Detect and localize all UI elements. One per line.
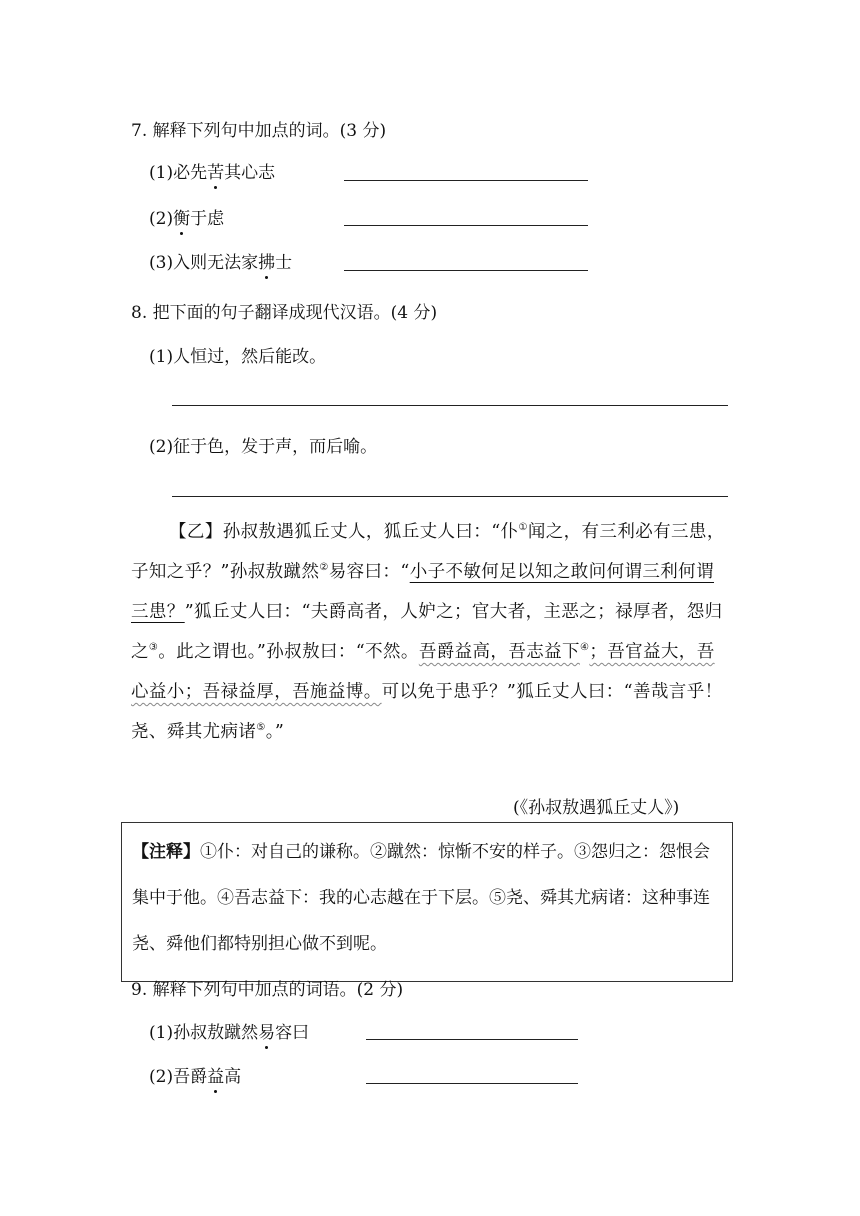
q9-answer-line-1[interactable]	[366, 1039, 578, 1040]
question-7-title: 7. 解释下列句中加点的词。(3 分)	[131, 121, 387, 141]
q7-item-2: (2)衡于虑	[149, 204, 224, 229]
underlined-sentence: 小子不敏何足以知之敢问何谓三利何谓三患？	[131, 562, 714, 622]
q9-item-1: (1)孙叔敖蹴然易容曰	[149, 1018, 309, 1043]
footnote-ref-3: ③	[148, 642, 159, 653]
passage-source: (《孙叔敖遇狐丘丈人》)	[513, 798, 680, 818]
q7-answer-line-1[interactable]	[344, 180, 588, 181]
q9-item-2: (2)吾爵益高	[149, 1062, 241, 1087]
q9-answer-line-2[interactable]	[366, 1083, 578, 1084]
footnote-ref-4: ④	[579, 642, 590, 653]
q8-item-1: (1)人恒过，然后能改。	[149, 347, 327, 367]
footnote-ref-2: ②	[319, 562, 329, 573]
q7-answer-line-2[interactable]	[344, 225, 588, 226]
q8-answer-line-1[interactable]	[172, 405, 728, 406]
notes-label: 【注释】	[132, 842, 200, 862]
notes-text: ①仆：对自己的谦称。②蹴然：惊惭不安的样子。③怨归之：怨恨会集中于他。④吾志益下：我的心志越在于下层。⑤尧、舜其尤病诸：这种事连尧、舜他们都特别担心做不到呢。	[132, 842, 710, 954]
passage-yi: 【乙】孙叔敖遇狐丘丈人，狐丘丈人曰：“仆①闻之，有三利必有三患，子知之乎？”孙叔敖蹴然②易容曰：“小子不敏何足以知之敢问何谓三利何谓三患？”狐丘丈人曰：“夫爵高者，人妒之；官大者，主恶之；禄厚者，怨归之③。此之谓也。”孙叔敖曰：“不然。吾爵益高，吾志益下④；吾官益大，吾心益小；吾禄益厚，吾施益博。可以免于患乎？”狐丘丈人曰：“善哉言乎！尧、舜其尤病诸⑤。”	[131, 522, 725, 742]
q8-answer-line-2[interactable]	[172, 496, 728, 497]
notes-box	[121, 822, 733, 982]
wavy-underlined-text-2: ；吾官益大，吾心益小；吾禄益厚，吾施益博。	[131, 642, 715, 702]
q7-answer-line-3[interactable]	[344, 270, 588, 271]
q7-item-3: (3)入则无法家拂士	[149, 248, 292, 273]
footnote-ref-5: ⑤	[256, 722, 266, 733]
q7-item-1: (1)必先苦其心志	[149, 158, 275, 183]
question-8-title: 8. 把下面的句子翻译成现代汉语。(4 分)	[131, 303, 438, 323]
footnote-ref-1: ①	[518, 522, 528, 533]
q8-item-2: (2)征于色，发于声，而后喻。	[149, 437, 378, 457]
wavy-underlined-text-1: 吾爵益高，吾志益下	[418, 642, 580, 662]
question-9-title: 9. 解释下列句中加点的词语。(2 分)	[131, 980, 404, 1000]
